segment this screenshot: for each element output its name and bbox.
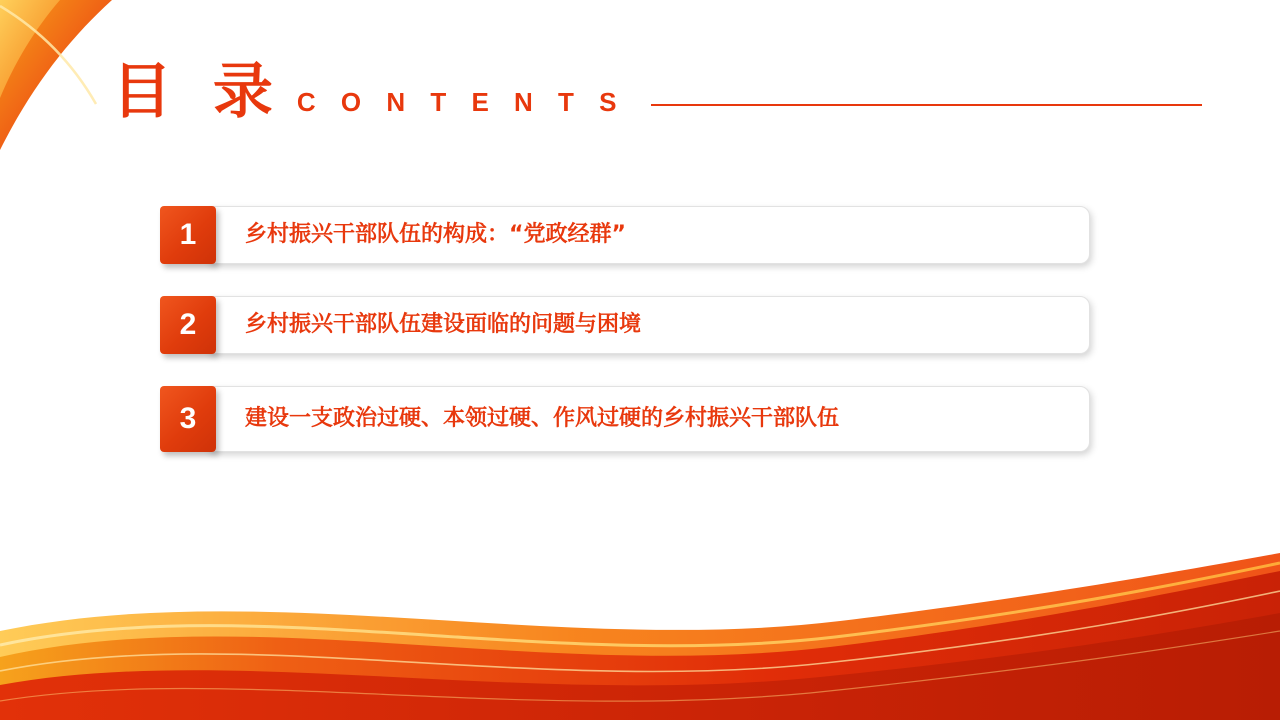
title-divider-line — [651, 104, 1202, 106]
list-item[interactable] — [160, 296, 1090, 354]
item-label: 建设一支政治过硬、本领过硬、作风过硬的乡村振兴干部队伍 — [245, 406, 840, 432]
item-text-box[interactable] — [206, 386, 1090, 452]
title-chinese: 目 录 — [112, 57, 283, 127]
item-number-badge: 1 — [160, 206, 216, 264]
list-item[interactable] — [160, 386, 1090, 452]
item-label: 乡村振兴干部队伍的构成：“党政经群” — [245, 222, 626, 248]
page-title — [112, 57, 1202, 127]
list-item[interactable] — [160, 206, 1090, 264]
item-text-box[interactable] — [206, 206, 1090, 264]
item-label: 乡村振兴干部队伍建设面临的问题与困境 — [245, 312, 642, 338]
item-number-badge: 3 — [160, 386, 216, 452]
item-number-badge: 2 — [160, 296, 216, 354]
contents-list — [160, 206, 1090, 484]
bottom-ribbon-decoration — [0, 535, 1280, 720]
item-text-box[interactable] — [206, 296, 1090, 354]
title-english: C O N T E N T S — [296, 87, 626, 117]
